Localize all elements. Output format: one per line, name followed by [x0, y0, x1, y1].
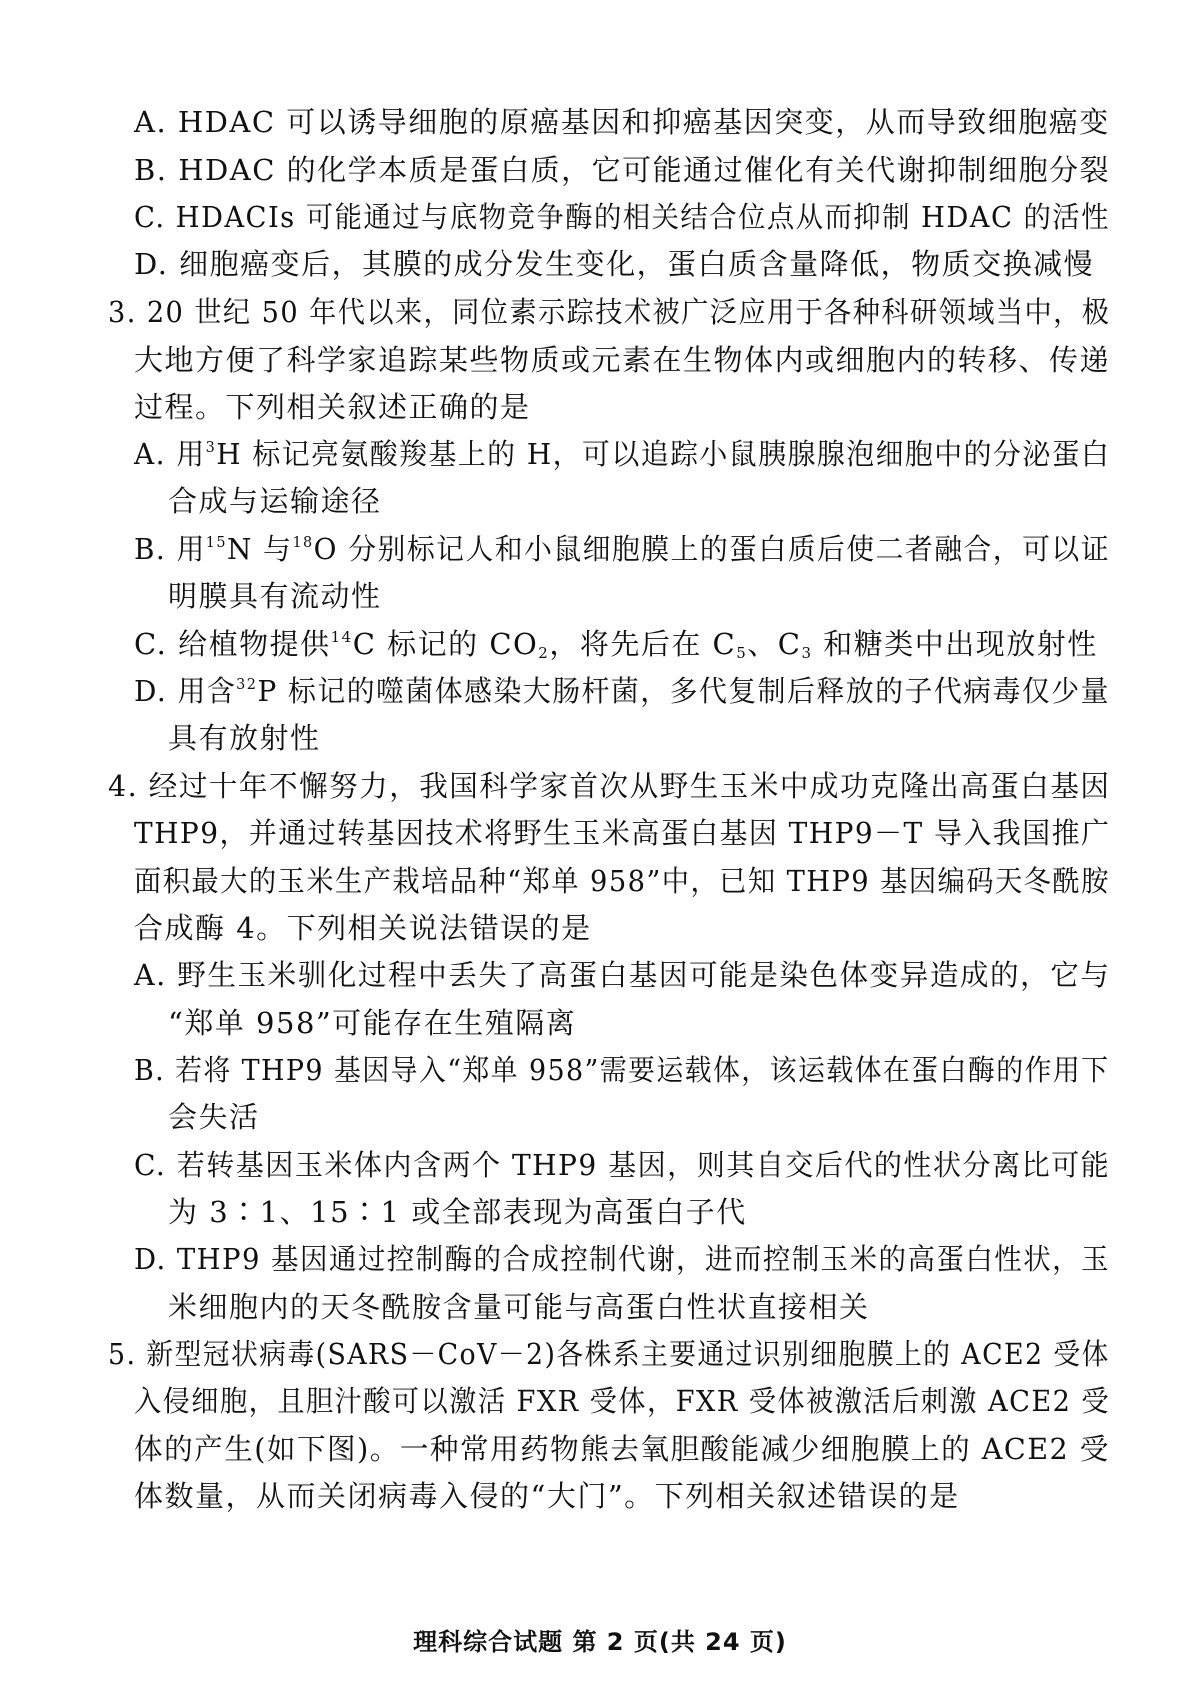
q4-option-c: C. 若转基因玉米体内含两个 THP9 基因，则其自交后代的性状分离比可能 — [134, 1148, 1111, 1182]
q4-option-d: D. THP9 基因通过控制酶的合成控制代谢，进而控制玉米的高蛋白性状，玉 — [134, 1242, 1110, 1276]
q4-stem-line-3: 面积最大的玉米生产栽培品种“郑单 958”中，已知 THP9 基因编码天冬酰胺 — [134, 864, 1110, 898]
q5-stem-line-1: 5. 新型冠状病毒(SARS－CoV－2)各株系主要通过识别细胞膜上的 ACE2 受体 — [108, 1337, 1110, 1371]
q3-option-c: C. 给植物提供$^{14}$C 标记的 $CO_2$，将先后在 $C_5$、$C_3$ 和糖类中出现放射性 — [134, 627, 1098, 662]
q4-option-c-cont: 为 3∶1、15∶1 或全部表现为高蛋白子代 — [168, 1195, 747, 1229]
q5-stem-line-3: 体的产生(如下图)。一种常用药物熊去氧胆酸能减少细胞膜上的 ACE2 受 — [134, 1432, 1110, 1466]
q2-option-b: B. HDAC 的化学本质是蛋白质，它可能通过催化有关代谢抑制细胞分裂 — [134, 153, 1111, 187]
q4-stem-line-4: 合成酶 4。下列相关说法错误的是 — [134, 911, 592, 945]
q5-stem-line-2: 入侵细胞，且胆汁酸可以激活 FXR 受体，FXR 受体被激活后刺激 ACE2 受 — [134, 1384, 1111, 1418]
q3-stem-line-2: 大地方便了科学家追踪某些物质或元素在生物体内或细胞内的转移、传递 — [134, 343, 1111, 377]
page-footer: 理科综合试题 第 2 页(共 24 页) — [413, 1628, 787, 1656]
q4-option-d-cont: 米细胞内的天冬酰胺含量可能与高蛋白性状直接相关 — [168, 1290, 870, 1324]
q3-stem-line-1: 3. 20 世纪 50 年代以来，同位素示踪技术被广泛应用于各种科研领域当中，极 — [108, 295, 1111, 329]
q4-option-a-cont: “郑单 958”可能存在生殖隔离 — [168, 1006, 577, 1040]
q4-stem-line-1: 4. 经过十年不懈努力，我国科学家首次从野生玉米中成功克隆出高蛋白基因 — [108, 769, 1111, 803]
q4-stem-line-2: THP9，并通过转基因技术将野生玉米高蛋白基因 THP9－T 导入我国推广 — [134, 816, 1111, 850]
q2-option-c: C. HDACIs 可能通过与底物竞争酶的相关结合位点从而抑制 HDAC 的活性 — [134, 200, 1110, 234]
q5-stem-line-4: 体数量，从而关闭病毒入侵的“大门”。下列相关叙述错误的是 — [134, 1479, 960, 1513]
q3-option-b-cont: 明膜具有流动性 — [168, 579, 382, 613]
q2-option-a: A. HDAC 可以诱导细胞的原癌基因和抑癌基因突变，从而导致细胞癌变 — [134, 105, 1110, 139]
q2-option-d: D. 细胞癌变后，其膜的成分发生变化，蛋白质含量降低，物质交换减慢 — [134, 247, 1095, 281]
q4-option-b: B. 若将 THP9 基因导入“郑单 958”需要运载体，该运载体在蛋白酶的作用下 — [134, 1053, 1110, 1087]
q3-option-d-cont: 具有放射性 — [168, 721, 321, 755]
q4-option-a: A. 野生玉米驯化过程中丢失了高蛋白基因可能是染色体变异造成的，它与 — [134, 958, 1111, 992]
q4-option-b-cont: 会失活 — [168, 1100, 260, 1134]
q3-option-d: D. 用含$^{32}$P 标记的噬菌体感染大肠杆菌，多代复制后释放的子代病毒仅少量 — [134, 674, 1110, 708]
q3-option-b: B. 用$^{15}$N 与$^{18}$O 分别标记人和小鼠细胞膜上的蛋白质后使二者融合，可以证 — [134, 532, 1110, 566]
q3-option-a-cont: 合成与运输途径 — [168, 484, 382, 518]
q3-option-a: A. 用$^3$H 标记亮氨酸羧基上的 H，可以追踪小鼠胰腺腺泡细胞中的分泌蛋白 — [134, 437, 1111, 471]
q3-stem-line-3: 过程。下列相关叙述正确的是 — [134, 390, 531, 424]
